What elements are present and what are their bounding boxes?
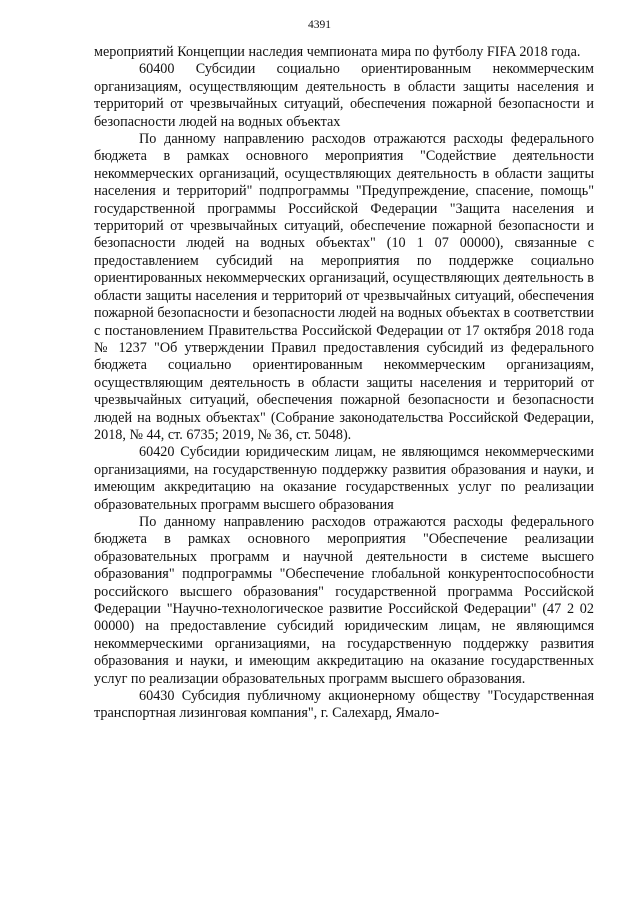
document-body	[94, 44, 594, 723]
page-number: 4391	[308, 19, 331, 31]
paragraph-60400-body: По данному направлению расходов отражаются расходы федерального бюджета в рамках основного мероприятия "Содействие деятельности некоммерческих организаций, осуществляющих деятельность в области защиты населения и территорий" подпрограммы "Предупреждение, спасение, помощь" государственной программы Российской Федерации "Защита населения и территорий от чрезвычайных ситуаций, обеспечение пожарной безопасности и безопасности людей на водных объектах" (10 1 07 00000), связанные с предоставлением субсидий на мероприятия по поддержке социально ориентированных некоммерческих организаций, осуществляющих деятельность в области защиты населения и территорий от чрезвычайных ситуаций, обеспечения пожарной безопасности и безопасности людей на водных объектах в соответствии с постановлением Правительства Российской Федерации от 17 октября 2018 года № 1237 "Об утверждении Правил предоставления субсидий из федерального бюджета социально ориентированным некоммерческим организациям, осуществляющим деятельность в области защиты населения и территорий от чрезвычайных ситуаций, обеспечения пожарной безопасности и безопасности людей на водных объектах" (Собрание законодательства Российской Федерации, 2018, № 44, ст. 6735; 2019, № 36, ст. 5048).	[94, 131, 594, 443]
paragraph-60420-body: По данному направлению расходов отражаются расходы федерального бюджета в рамках основного мероприятия "Обеспечение реализации образовательных программ и научной деятельности в системе высшего образования" подпрограммы "Обеспечение глобальной конкурентоспособности российского высшего образования" государственной программа Российской Федерации "Научно-технологическое развитие Российской Федерации" (47 2 02 00000) на предоставление субсидий юридическим лицам, не являющимся некоммерческими организациями, на государственную поддержку развития образования и науки, и имеющим аккредитацию на оказание государственных услуг по реализации образовательных программ высшего образования.	[94, 513, 594, 687]
paragraph-continuation: мероприятий Концепции наследия чемпионата мира по футболу FIFA 2018 года.	[94, 44, 581, 60]
paragraph-60400-heading: 60400 Субсидии социально ориентированным некоммерческим организациям, осуществляющим деятельность в области защиты населения и территорий от чрезвычайных ситуаций, обеспечения пожарной безопасности и безопасности людей на водных объектах	[94, 61, 594, 130]
paragraph-60430-heading: 60430 Субсидия публичному акционерному обществу "Государственная транспортная лизинговая компания", г. Салехард, Ямало-	[94, 688, 594, 722]
paragraph-60420-heading: 60420 Субсидии юридическим лицам, не являющимся некоммерческими организациями, на государственную поддержку развития образования и науки, и имеющим аккредитацию на оказание государственных услуг по реализации образовательных программ высшего образования	[94, 444, 594, 513]
